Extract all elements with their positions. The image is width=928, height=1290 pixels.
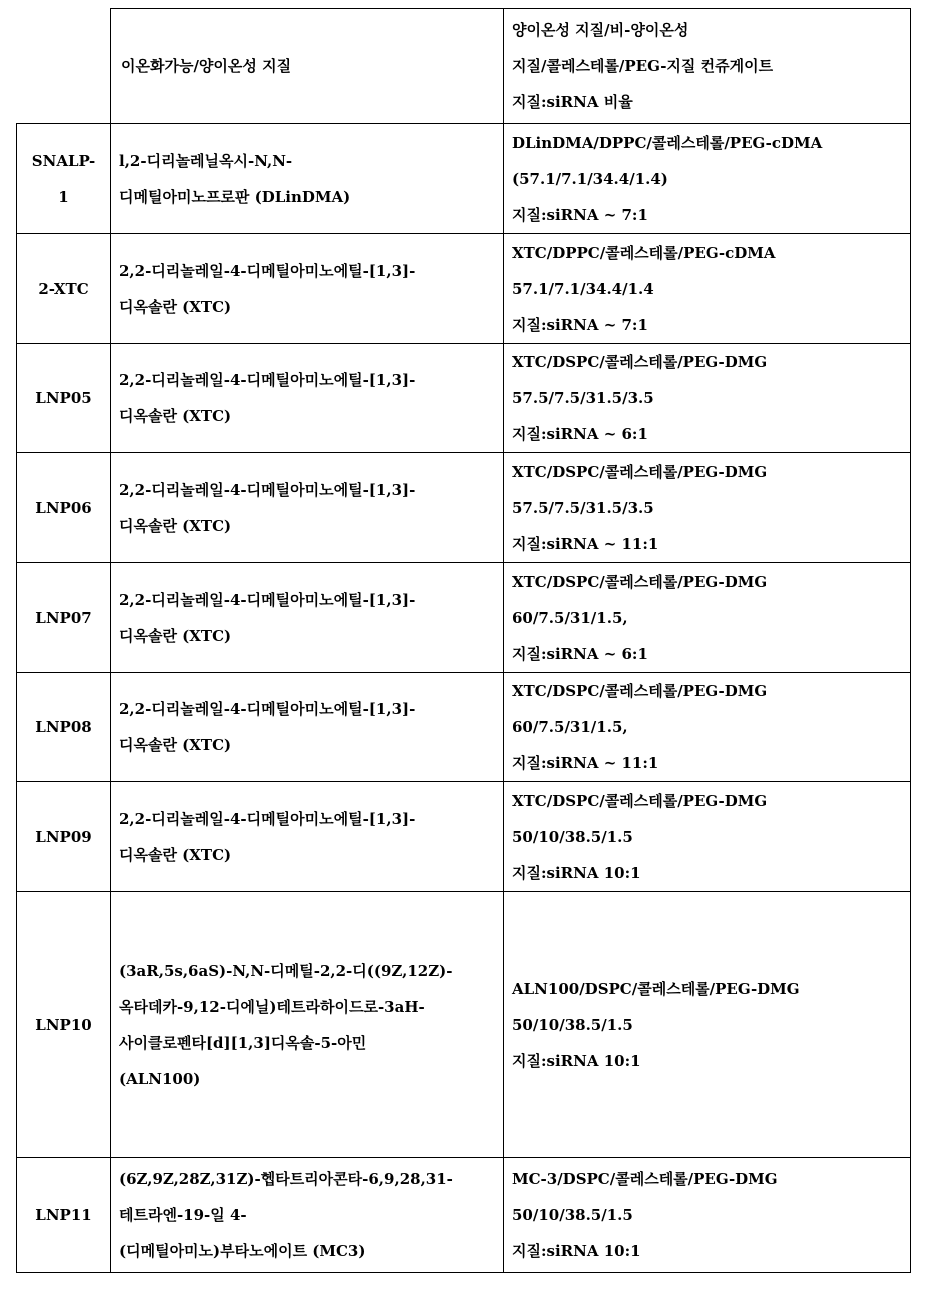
lipid-name-line: 2,2-디리놀레일-4-디메틸아미노에틸-[1,3]- (119, 472, 415, 508)
composition-line: 지질:siRNA ~ 7:1 (512, 197, 822, 233)
formulation-id: LNP09 (35, 819, 91, 855)
composition-cell (503, 781, 911, 892)
composition-cell (503, 123, 911, 234)
composition-cell (503, 562, 911, 673)
formulation-id: LNP06 (35, 490, 91, 526)
lipid-name-line: 디옥솔란 (XTC) (119, 618, 415, 654)
lipid-name-line: (ALN100) (119, 1061, 452, 1097)
composition-line: 50/10/38.5/1.5 (512, 1197, 778, 1233)
header-composition-cell (503, 8, 911, 124)
lipid-name-cell (110, 562, 504, 673)
lipid-name-line: 2,2-디리놀레일-4-디메틸아미노에틸-[1,3]- (119, 253, 415, 289)
lipid-name-cell (110, 452, 504, 563)
composition-cell (503, 891, 911, 1158)
formulation-id: LNP08 (35, 709, 91, 745)
formulation-id-cell (16, 123, 111, 234)
lipid-name-line: 디옥솔란 (XTC) (119, 727, 415, 763)
composition-cell (503, 1157, 911, 1273)
composition-line: XTC/DSPC/콜레스테롤/PEG-DMG (512, 783, 767, 819)
composition-cell (503, 233, 911, 344)
formulation-id: LNP07 (35, 600, 91, 636)
formulation-id-cell (16, 233, 111, 344)
lipid-name-line: 디옥솔란 (XTC) (119, 837, 415, 873)
composition-line: 57.1/7.1/34.4/1.4 (512, 271, 776, 307)
lipid-name-line: 디옥솔란 (XTC) (119, 398, 415, 434)
formulation-id: LNP11 (35, 1197, 91, 1233)
composition-line: 지질:siRNA 10:1 (512, 1043, 800, 1079)
lipid-name-line: l,2-디리놀레닐옥시-N,N- (119, 143, 350, 179)
lipid-name-line: 디옥솔란 (XTC) (119, 508, 415, 544)
lipid-name-line: (3aR,5s,6aS)-N,N-디메틸-2,2-디((9Z,12Z)- (119, 953, 452, 989)
lipid-name-line: (6Z,9Z,28Z,31Z)-헵타트리아콘타-6,9,28,31- (119, 1161, 453, 1197)
composition-line: XTC/DSPC/콜레스테롤/PEG-DMG (512, 564, 767, 600)
formulation-id: LNP05 (35, 380, 91, 416)
lipid-name-line: 디메틸아미노프로판 (DLinDMA) (119, 179, 350, 215)
composition-line: 지질:siRNA ~ 11:1 (512, 526, 767, 562)
composition-line: 50/10/38.5/1.5 (512, 819, 767, 855)
lipid-name-cell (110, 891, 504, 1158)
composition-line: 57.5/7.5/31.5/3.5 (512, 380, 767, 416)
formulation-id: 2-XTC (38, 271, 88, 307)
lipid-name-cell (110, 1157, 504, 1273)
composition-line: ALN100/DSPC/콜레스테롤/PEG-DMG (512, 971, 800, 1007)
composition-line: 지질:siRNA ~ 6:1 (512, 416, 767, 452)
lipid-name-line: 2,2-디리놀레일-4-디메틸아미노에틸-[1,3]- (119, 582, 415, 618)
composition-cell (503, 452, 911, 563)
formulation-id: LNP10 (35, 1007, 91, 1043)
formulation-id-cell (16, 781, 111, 892)
composition-line: 지질:siRNA ~ 6:1 (512, 636, 767, 672)
header-text: 지질/콜레스테롤/PEG-지질 컨쥬게이트 (512, 48, 773, 84)
composition-line: 60/7.5/31/1.5, (512, 709, 767, 745)
composition-line: (57.1/7.1/34.4/1.4) (512, 161, 822, 197)
header-lipid-cell (110, 8, 504, 124)
lipid-name-cell (110, 233, 504, 344)
lipid-name-line: 옥타데카-9,12-디에닐)테트라하이드로-3aH- (119, 989, 452, 1025)
formulation-id: SNALP- (32, 143, 95, 179)
header-text: 이온화가능/양이온성 지질 (121, 48, 291, 84)
lipid-name-line: 사이클로펜타[d][1,3]디옥솔-5-아민 (119, 1025, 452, 1061)
composition-line: 지질:siRNA ~ 11:1 (512, 745, 767, 781)
formulation-id-cell (16, 562, 111, 673)
lipid-name-cell (110, 343, 504, 453)
formulation-id-cell (16, 343, 111, 453)
composition-line: XTC/DSPC/콜레스테롤/PEG-DMG (512, 673, 767, 709)
composition-line: 60/7.5/31/1.5, (512, 600, 767, 636)
lipid-name-cell (110, 672, 504, 782)
composition-line: XTC/DSPC/콜레스테롤/PEG-DMG (512, 454, 767, 490)
lipid-name-cell (110, 123, 504, 234)
lipid-name-line: 테트라엔-19-일 4- (119, 1197, 453, 1233)
composition-line: 57.5/7.5/31.5/3.5 (512, 490, 767, 526)
formulation-id: 1 (32, 179, 95, 215)
formulation-id-cell (16, 1157, 111, 1273)
composition-cell (503, 343, 911, 453)
formulation-id-cell (16, 891, 111, 1158)
composition-line: 지질:siRNA 10:1 (512, 855, 767, 891)
lipid-name-cell (110, 781, 504, 892)
composition-cell (503, 672, 911, 782)
composition-line: XTC/DSPC/콜레스테롤/PEG-DMG (512, 344, 767, 380)
composition-line: MC-3/DSPC/콜레스테롤/PEG-DMG (512, 1161, 778, 1197)
lipid-name-line: (디메틸아미노)부타노에이트 (MC3) (119, 1233, 453, 1269)
lipid-name-line: 2,2-디리놀레일-4-디메틸아미노에틸-[1,3]- (119, 691, 415, 727)
formulation-id-cell (16, 452, 111, 563)
composition-line: 지질:siRNA 10:1 (512, 1233, 778, 1269)
header-text: 양이온성 지질/비-양이온성 (512, 12, 773, 48)
composition-line: XTC/DPPC/콜레스테롤/PEG-cDMA (512, 235, 776, 271)
lipid-name-line: 디옥솔란 (XTC) (119, 289, 415, 325)
composition-line: 50/10/38.5/1.5 (512, 1007, 800, 1043)
composition-line: DLinDMA/DPPC/콜레스테롤/PEG-cDMA (512, 125, 822, 161)
lipid-name-line: 2,2-디리놀레일-4-디메틸아미노에틸-[1,3]- (119, 362, 415, 398)
composition-line: 지질:siRNA ~ 7:1 (512, 307, 776, 343)
formulation-id-cell (16, 672, 111, 782)
lipid-name-line: 2,2-디리놀레일-4-디메틸아미노에틸-[1,3]- (119, 801, 415, 837)
header-text: 지질:siRNA 비율 (512, 84, 773, 120)
